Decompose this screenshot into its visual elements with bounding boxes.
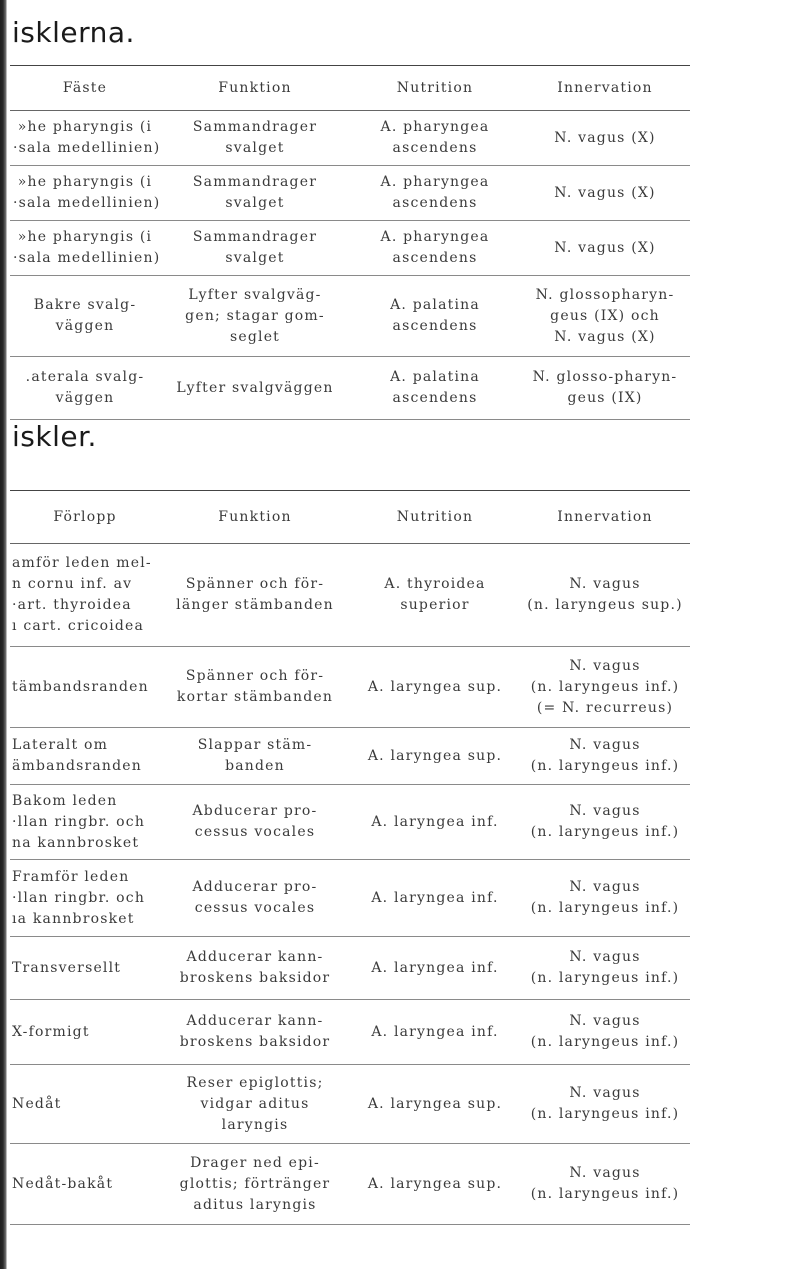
cell-line: A. laryngea inf. [371,959,499,976]
cell-course [10,958,160,979]
cell-line: Adducerar pro- [192,879,318,895]
cell-nutrition [350,172,520,214]
table-row [10,1065,690,1144]
cell-innervation [520,574,690,616]
cell-line: (n. laryngeus inf.) [530,824,680,840]
cell-course [10,295,160,337]
cell-line: Framför leden [12,868,130,885]
table-row [10,357,690,420]
cell-innervation [520,877,690,919]
cell-line: superior [400,597,470,613]
cell-line: N. glossopharyn- [535,286,675,303]
table-header [10,490,690,544]
header-nutrition: Nutrition [396,508,474,525]
cell-line: N. vagus [569,1165,641,1181]
cell-course [10,367,160,409]
cell-innervation [520,656,690,719]
cell-function [160,378,350,399]
cell-line: Lateralt om [12,737,109,753]
cell-line: Adducerar kann- [186,1013,324,1029]
cell-nutrition [350,367,520,409]
cell-line: tämbandsranden [12,678,149,695]
cell-innervation [520,1083,690,1125]
cell-line: ·sala medellinien) [13,195,161,211]
table-row [10,276,690,357]
cell-line: (n. laryngeus inf.) [530,1186,680,1202]
cell-line: ı cart. cricoidea [12,618,145,634]
cell-line: ·art. thyroidea [12,597,132,613]
cell-line: »he pharyngis (i [17,174,153,190]
cell-line: A. thyroidea [384,576,486,592]
cell-line: ·llan ringbr. och [12,813,146,830]
cell-innervation [520,367,690,409]
cell-line: glottis; förtränger [179,1175,331,1192]
cell-innervation [520,238,690,259]
cell-line: Lyfter svalgväggen [176,379,334,396]
cell-line: banden [225,758,285,774]
cell-line: (n. laryngeus inf.) [530,1034,680,1050]
cell-function [160,1153,350,1216]
cell-course [10,1094,160,1115]
cell-line: Nedåt-bakåt [12,1175,114,1192]
cell-line: Bakre svalg- [33,297,137,313]
cell-course [10,172,160,214]
cell-function [160,666,350,708]
cell-line: .aterala svalg- [25,369,145,385]
cell-course [10,791,160,854]
cell-line: aditus laryngis [193,1196,317,1213]
cell-line: länger stämbanden [176,597,334,613]
cell-line: geus (IX) [567,390,643,406]
cell-line: ·sala medellinien) [13,140,161,156]
cell-nutrition [350,677,520,698]
cell-course [10,1174,160,1195]
cell-line: ascendens [392,250,478,266]
cell-line: A. pharyngea [380,119,490,135]
cell-line: A. laryngea inf. [371,889,499,906]
cell-line: N. vagus (X) [554,328,656,345]
cell-innervation [520,1163,690,1205]
cell-line: seglet [229,328,281,345]
table-row [10,785,690,860]
section-heading-2: iskler. [12,420,97,453]
header-nutrition: Nutrition [396,79,474,96]
cell-line: A. laryngea inf. [371,813,499,830]
table-row [10,860,690,937]
cell-line: Sammandrager [192,229,318,245]
cell-line: N. vagus [569,949,641,965]
cell-nutrition [350,746,520,767]
cell-line: ascendens [392,390,478,406]
header-faste: Fäste [62,79,108,96]
cell-line: Bakom leden [12,792,118,809]
cell-line: Drager ned epi- [190,1154,320,1171]
cell-innervation [520,183,690,204]
header-innervation: Innervation [557,508,653,525]
cell-line: broskens baksidor [179,1034,331,1050]
cell-innervation [520,735,690,777]
cell-line: laryngis [221,1116,289,1133]
table-row [10,647,690,728]
cell-line: Spänner och för- [185,576,325,592]
table-row [10,111,690,166]
header-forlopp: Förlopp [53,508,117,525]
cell-line: ascendens [392,140,478,156]
cell-line: svalget [225,250,285,266]
header-innervation: Innervation [557,79,653,96]
cell-line: A. laryngea sup. [367,1175,503,1192]
cell-line: Slappar stäm- [197,737,313,753]
cell-nutrition [350,295,520,337]
cell-line: (n. laryngeus sup.) [527,597,683,613]
cell-nutrition [350,1174,520,1195]
cell-line: ascendens [392,318,478,334]
cell-function [160,574,350,616]
cell-line: Sammandrager [192,119,318,135]
cell-line: cessus vocales [194,824,316,840]
cell-line: A. palatina [390,297,480,313]
cell-innervation [520,128,690,149]
cell-line: broskens baksidor [179,970,331,986]
cell-line: ämbandsranden [12,758,143,774]
cell-line: N. vagus [569,576,641,592]
table-row [10,728,690,785]
cell-line: (= N. recurreus) [536,699,674,716]
cell-function [160,1073,350,1136]
cell-course [10,1022,160,1043]
cell-nutrition [350,888,520,909]
cell-course [10,117,160,159]
cell-line: ·sala medellinien) [13,250,161,266]
cell-line: A. pharyngea [380,174,490,190]
cell-line: N. vagus [569,1013,641,1029]
cell-line: Nedåt [12,1095,62,1112]
header-funktion: Funktion [218,508,292,525]
cell-line: ·llan ringbr. och [12,889,146,906]
cell-function [160,117,350,159]
cell-line: N. vagus (X) [554,129,656,146]
cell-course [10,227,160,269]
cell-course [10,867,160,930]
cell-line: N. vagus [569,1085,641,1101]
cell-function [160,172,350,214]
cell-line: Spänner och för- [185,668,325,684]
cell-innervation [520,947,690,989]
table-row [10,544,690,647]
cell-course [10,553,160,637]
cell-line: svalget [225,195,285,211]
cell-line: amför leden mel- [12,555,152,571]
cell-course [10,677,160,698]
cell-line: väggen [55,318,115,334]
table-row [10,1144,690,1225]
cell-line: (n. laryngeus inf.) [530,900,680,916]
cell-function [160,285,350,348]
cell-line: N. vagus [569,803,641,819]
cell-line: geus (IX) och [550,307,660,324]
cell-line: Lyfter svalgväg- [188,286,322,303]
cell-line: A. pharyngea [380,229,490,245]
cell-line: Reser epiglottis; [186,1074,324,1091]
cell-function [160,735,350,777]
cell-function [160,877,350,919]
cell-line: na kannbrosket [12,834,140,851]
cell-innervation [520,285,690,348]
cell-line: N. vagus [569,657,641,674]
cell-line: N. vagus [569,737,641,753]
cell-innervation [520,801,690,843]
cell-innervation [520,1011,690,1053]
cell-line: N. vagus (X) [554,184,656,201]
section-heading-1: isklerna. [12,16,135,49]
cell-line: gen; stagar gom- [185,307,325,324]
cell-line: ıa kannbrosket [12,910,135,927]
cell-line: ascendens [392,195,478,211]
table-row [10,166,690,221]
cell-line: N. vagus [569,879,641,895]
cell-line: »he pharyngis (i [17,229,153,245]
cell-line: Transversellt [12,959,122,976]
header-funktion: Funktion [218,79,292,96]
table-row [10,1000,690,1065]
cell-line: N. vagus (X) [554,239,656,256]
muscle-table-larynx [10,490,690,1225]
cell-function [160,801,350,843]
cell-line: X-formigt [12,1023,90,1040]
cell-line: »he pharyngis (i [17,119,153,135]
muscle-table-pharynx [10,65,690,420]
cell-line: svalget [225,140,285,156]
table-row [10,937,690,1000]
page-binding-edge [0,0,7,1269]
cell-line: N. glosso-pharyn- [532,369,678,385]
cell-line: A. palatina [390,369,480,385]
cell-line: n cornu inf. av [12,576,133,592]
cell-line: vidgar aditus [200,1095,310,1112]
cell-line: väggen [55,390,115,406]
cell-nutrition [350,958,520,979]
cell-line: A. laryngea sup. [367,1095,503,1112]
cell-line: A. laryngea sup. [367,747,503,764]
cell-line: (n. laryngeus inf.) [530,970,680,986]
cell-line: A. laryngea inf. [371,1023,499,1040]
table-header [10,65,690,111]
cell-nutrition [350,574,520,616]
cell-function [160,947,350,989]
cell-function [160,227,350,269]
cell-line: cessus vocales [194,900,316,916]
cell-line: A. laryngea sup. [367,678,503,695]
cell-course [10,735,160,777]
cell-nutrition [350,1094,520,1115]
cell-line: (n. laryngeus inf.) [530,1106,680,1122]
cell-nutrition [350,227,520,269]
cell-nutrition [350,1022,520,1043]
cell-line: (n. laryngeus inf.) [530,678,680,695]
cell-line: Adducerar kann- [186,949,324,965]
cell-nutrition [350,812,520,833]
cell-line: (n. laryngeus inf.) [530,758,680,774]
cell-line: Abducerar pro- [192,803,318,819]
cell-line: Sammandrager [192,174,318,190]
table-row [10,221,690,276]
cell-nutrition [350,117,520,159]
cell-line: kortar stämbanden [176,689,334,705]
cell-function [160,1011,350,1053]
